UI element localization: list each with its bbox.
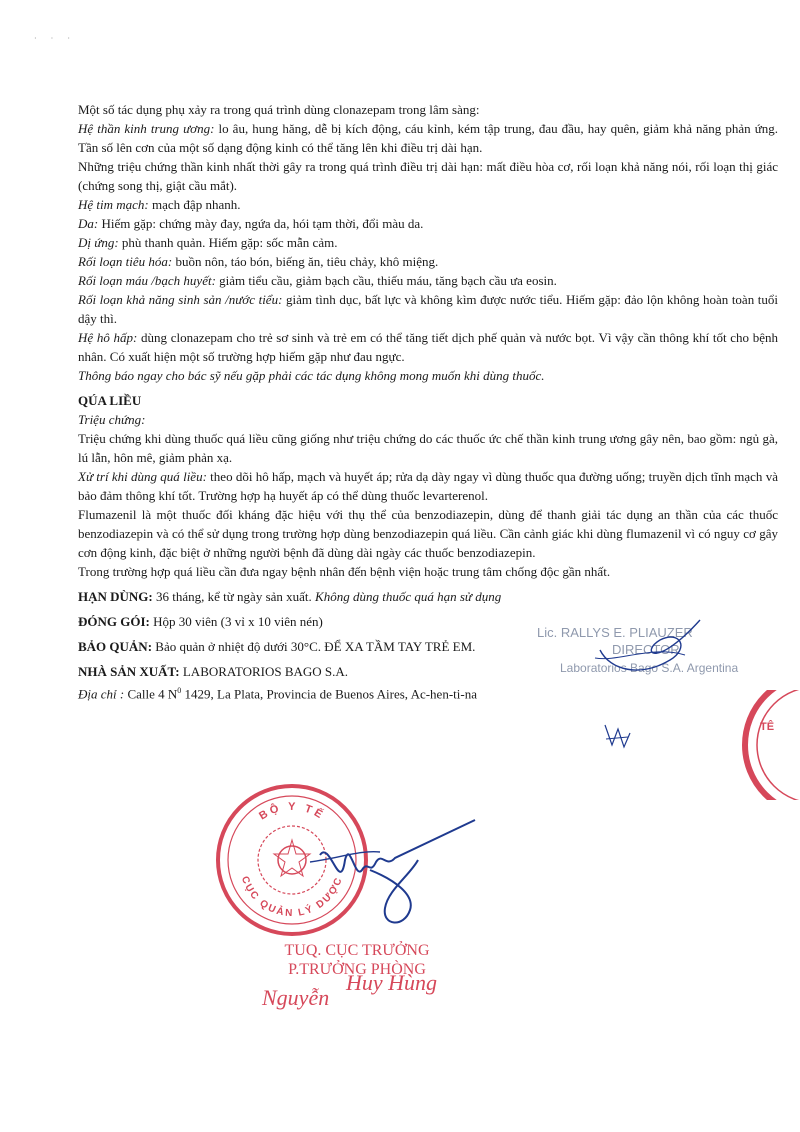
manufacturer-name: LABORATORIOS BAGO S.A. [179,664,349,679]
skin-text: Hiếm gặp: chứng mày đay, ngứa da, hói tạm thời, đổi màu da. [98,216,424,231]
blood-effects [78,271,778,290]
director-stamp-title: DIRECTOR [612,642,680,657]
shelf-life-warning: Không dùng thuốc quá hạn sử dụng [315,589,502,604]
address-pre: Calle 4 N [127,686,178,702]
overdose-symptoms-text: Triệu chứng khi dùng thuốc quá liều cũng giống như triệu chứng do các thuốc ức chế thần kinh trung ương gây nên, bao gồm: ngủ gà, lú lẫn, hôn mê, giảm phản xạ. [78,431,778,465]
address-sup: 0 [177,686,182,695]
director-stamp-name: Lic. RALLYS E. PLIAUZER [537,625,693,640]
cns-label: Hệ thần kinh trung ương: [78,121,215,136]
allergy-text: phù thanh quản. Hiếm gặp: sốc mẫn cảm. [118,235,338,250]
official-signature [300,800,500,940]
approval-line-1: TUQ. CỤC TRƯỞNG [284,942,430,959]
overdose-symptoms-label: Triệu chứng: [78,412,146,427]
address-label: Địa chỉ : [78,686,128,702]
cardio-effects [78,195,778,214]
cns-effects [78,119,778,157]
allergy-effects [78,233,778,252]
storage-label: BẢO QUẢN: [78,639,153,654]
red-seal-partial [720,690,800,800]
approval-line-2: P.TRƯỞNG PHÒNG [288,961,426,978]
address-post: 1429, La Plata, Provincia de Buenos Aires, Ac-hen-ti-na [181,686,477,702]
doctor-notice: Thông báo ngay cho bác sỹ nếu gặp phải các tác dụng không mong muốn khi dùng thuốc. [78,368,545,383]
flumazenil-paragraph: Flumazenil là một thuốc đối kháng đặc hiệu với thụ thể của benzodiazepin, dùng để thanh giải tác dụng an thần của các thuốc benzodiazepin và có thể sử dụng trong trường hợp dùng benzodiazepin quá liều. Cần cảnh giác khi dùng flumazenil vì có nguy cơ gây cơn động kinh, đặc biệt ở những người bệnh đã dùng dài ngày các thuốc benzodiazepin. [78,507,778,560]
packaging-label: ĐÓNG GÓI: [78,614,150,629]
cardio-text: mạch đập nhanh. [148,197,241,212]
scan-corner-marks: · · · [34,34,76,43]
shelf-life-label: HẠN DÙNG: [78,589,153,604]
transient-effects: Những triệu chứng thần kinh nhất thời gây ra trong quá trình điều trị dài hạn: mất điều hòa cơ, rối loạn khả năng nói, rối loạn thị giác (chứng song thị, giật cầu mắt). [78,159,778,193]
signature-name-first: Nguyễn [262,985,330,1010]
signature-name-rest: Huy Hùng [346,970,438,995]
overdose-treatment [78,467,778,505]
initials-scribble [600,715,640,755]
overdose-treatment-label: Xử trí khi dùng quá liều: [78,469,207,484]
allergy-label: Dị ứng: [78,235,119,250]
overdose-treatment-text: theo dõi hô hấp, mạch và huyết áp; rửa dạ dày ngay vì dùng thuốc qua đường uống; truyền dịch tĩnh mạch và bảo đảm thông khí tốt. Trường hợp hạ huyết áp có thể dùng thuốc levarterenol. [78,469,778,503]
digestive-text: buồn nôn, táo bón, biếng ăn, tiêu chảy, khô miệng. [172,254,439,269]
repro-effects [78,290,778,328]
director-signature [580,600,720,680]
resp-label: Hệ hô hấp: [78,330,138,345]
blood-text: giảm tiểu cầu, giảm bạch cầu, thiếu máu, tăng bạch cầu ưa eosin. [215,273,557,288]
manufacturer-label: NHÀ SẢN XUẤT: [78,664,180,679]
ministry-seal-top-text: BỘ Y TẾ [257,800,327,823]
manufacturer-address [78,681,778,703]
director-stamp-company: Laboratorios Bago S.A. Argentina [560,661,739,675]
red-seal-text: TÊ [760,721,775,733]
cns-text: lo âu, hung hăng, dễ bị kích động, cáu kỉnh, kém tập trung, đau đầu, hay quên, giảm khả năng phản ứng. Tần số lên cơn của một số dạng động kinh có thể tăng lên khi điều trị dài hạn. [78,121,779,155]
resp-effects [78,328,778,366]
skin-effects [78,214,778,233]
storage-text: Bảo quản ở nhiệt độ dưới 30°C. ĐỂ XA TẦM TAY TRẺ EM. [152,639,476,654]
digestive-label: Rối loạn tiêu hóa: [78,254,173,269]
ministry-seal-bottom-text: CỤC QUẢN LÝ DƯỢC [238,874,346,920]
resp-text: dùng clonazepam cho trẻ sơ sinh và trẻ em có thể tăng tiết dịch phế quản và nước bọt. Vì vậy cần thông khí tốt cho bệnh nhân. Có xuất hiện một số trường hợp hiếm gặp như đau ngực. [78,330,778,364]
digestive-effects [78,252,778,271]
skin-label: Da: [78,216,99,231]
blood-label: Rối loạn máu /bạch huyết: [78,273,216,288]
packaging-text: Hộp 30 viên (3 vỉ x 10 viên nén) [149,614,323,629]
cardio-label: Hệ tim mạch: [78,197,149,212]
repro-label: Rối loạn khả năng sinh sản /nước tiểu: [78,292,283,307]
side-effects-intro: Một số tác dụng phụ xảy ra trong quá trình dùng clonazepam trong lâm sàng: [78,102,480,117]
overdose-heading: QÚA LIỀU [78,393,142,408]
repro-text: giảm tình dục, bất lực và không kìm được nước tiểu. Hiếm gặp: đảo lộn không hoàn toàn tuổi dậy thì. [78,292,779,326]
shelf-life-text: 36 tháng, kể từ ngày sản xuất. [152,589,316,604]
hospital-paragraph: Trong trường hợp quá liều cần đưa ngay bệnh nhân đến bệnh viện hoặc trung tâm chống độc gần nhất. [78,564,611,579]
